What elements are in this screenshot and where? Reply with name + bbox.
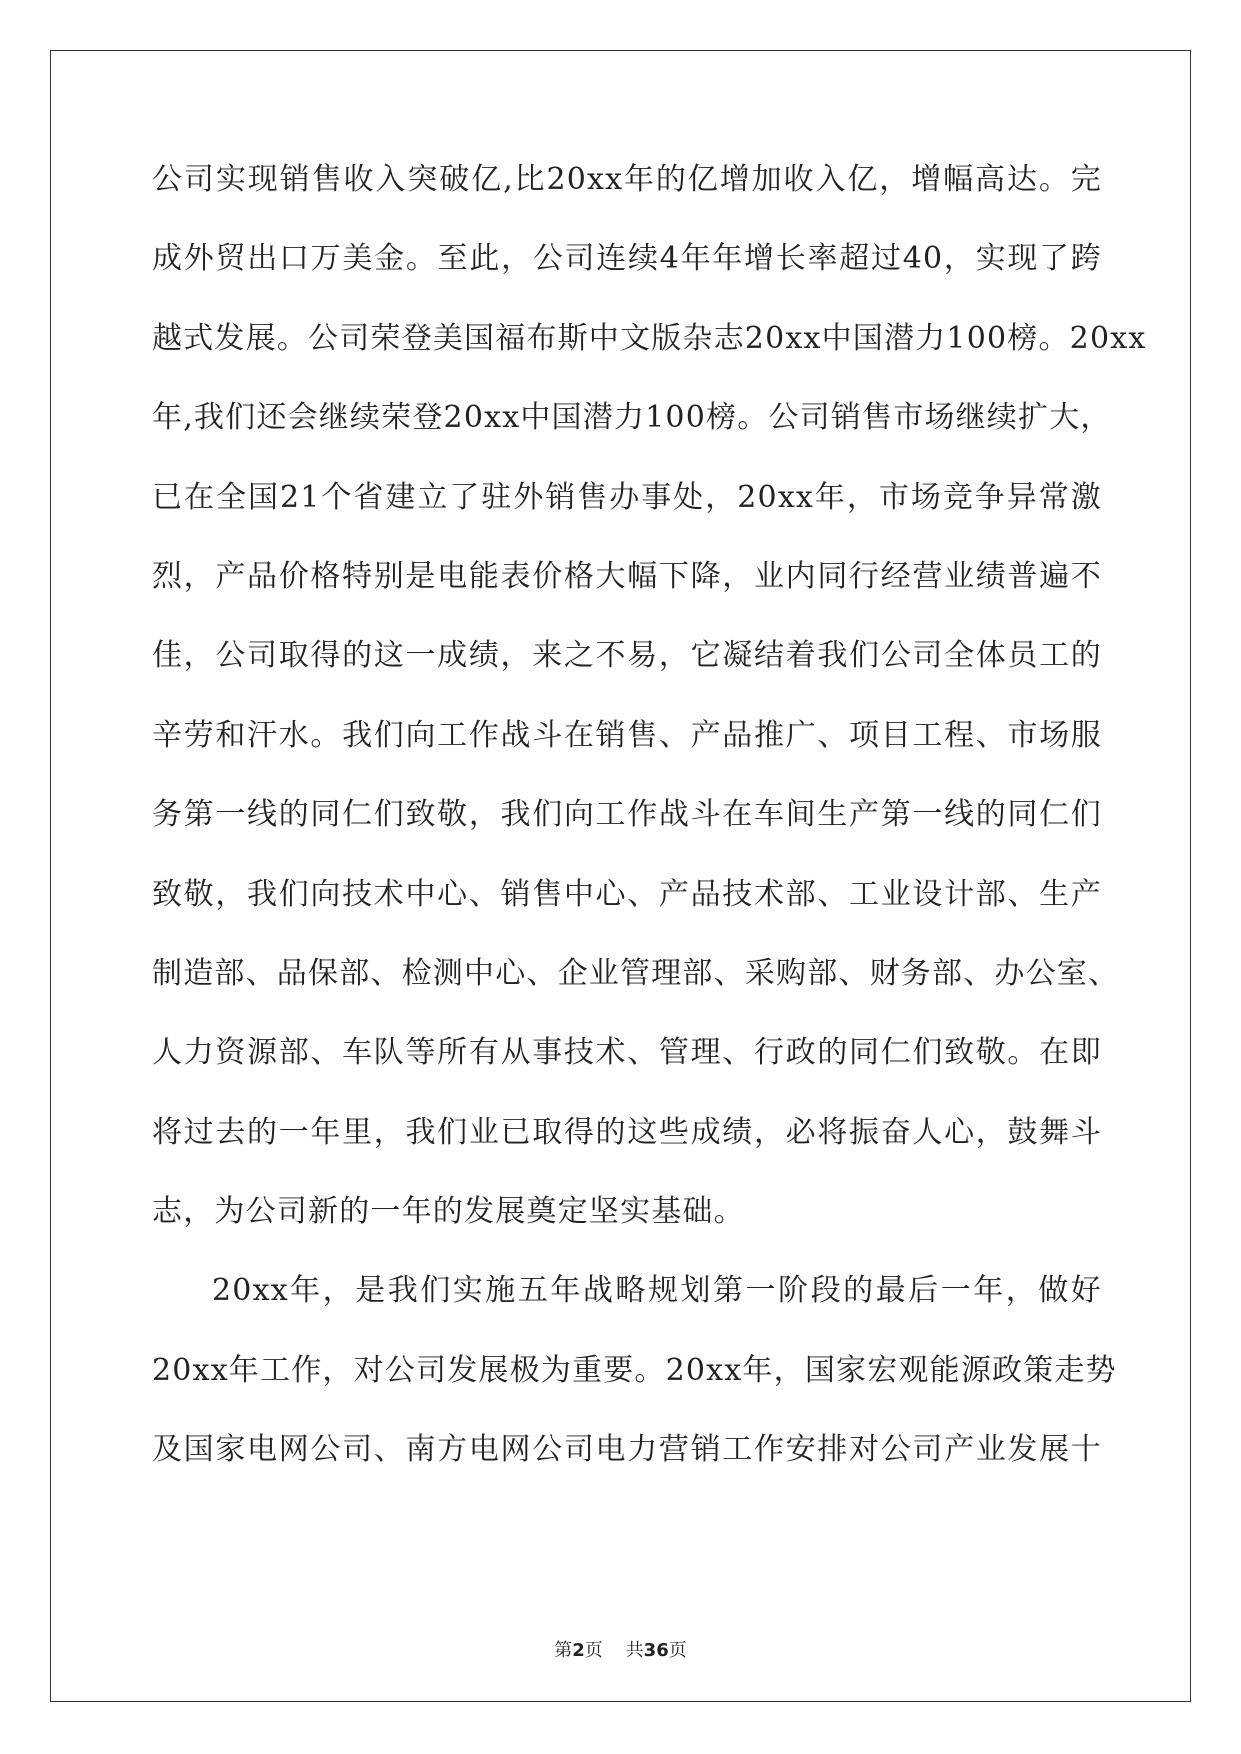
- text-line: 成外贸出口万美金。至此，公司连续4年年增长率超过40，实现了跨: [152, 241, 1102, 277]
- page-footer: [0, 1636, 1241, 1662]
- text-line: 辛劳和汗水。我们向工作战斗在销售、产品推广、项目工程、市场服: [152, 717, 1102, 753]
- text-line: 佳，公司取得的这一成绩，来之不易，它凝结着我们公司全体员工的: [152, 638, 1102, 674]
- total-pages-number: 36: [643, 1640, 669, 1661]
- text-line: 将过去的一年里，我们业已取得的这些成绩，必将振奋人心，鼓舞斗: [152, 1114, 1102, 1150]
- text-line: 越式发展。公司荣登美国福布斯中文版杂志20xx中国潜力100榜。20xx: [152, 320, 1147, 356]
- text-line: 制造部、品保部、检测中心、企业管理部、采购部、财务部、办公室、: [152, 955, 1120, 991]
- current-page-number: 2: [572, 1640, 585, 1661]
- footer-page-suffix: 页: [584, 1640, 603, 1661]
- footer-total-prefix: 共: [625, 1640, 644, 1661]
- text-line: 务第一线的同仁们致敬，我们向工作战斗在车间生产第一线的同仁们: [152, 797, 1102, 833]
- paragraph-2: [152, 1273, 1117, 1511]
- text-line: 公司实现销售收入突破亿,比20xx年的亿增加收入亿，增幅高达。完: [152, 162, 1102, 197]
- text-line: 人力资源部、车队等所有从事技术、管理、行政的同仁们致敬。在即: [152, 1035, 1102, 1071]
- text-line: 已在全国21个省建立了驻外销售办事处，20xx年，市场竞争异常激: [152, 479, 1102, 515]
- text-line: 20xx年，是我们实施五年战略规划第一阶段的最后一年，做好: [212, 1273, 1102, 1309]
- text-line: 及国家电网公司、南方电网公司电力营销工作安排对公司产业发展十: [152, 1432, 1102, 1468]
- text-line: 致敬，我们向技术中心、销售中心、产品技术部、工业设计部、生产: [152, 876, 1102, 912]
- footer-prefix: 第: [554, 1640, 573, 1661]
- text-line: 年,我们还会继续荣登20xx中国潜力100榜。公司销售市场继续扩大，: [152, 400, 1112, 436]
- text-line: 烈，产品价格特别是电能表价格大幅下降，业内同行经营业绩普遍不: [152, 558, 1102, 594]
- footer-total-suffix: 页: [668, 1640, 687, 1661]
- text-line: 20xx年工作，对公司发展极为重要。20xx年，国家宏观能源政策走势: [152, 1352, 1117, 1388]
- paragraph-1: [152, 162, 1147, 1273]
- text-line: 志，为公司新的一年的发展奠定坚实基础。: [152, 1194, 745, 1230]
- document-body: [152, 162, 1147, 1512]
